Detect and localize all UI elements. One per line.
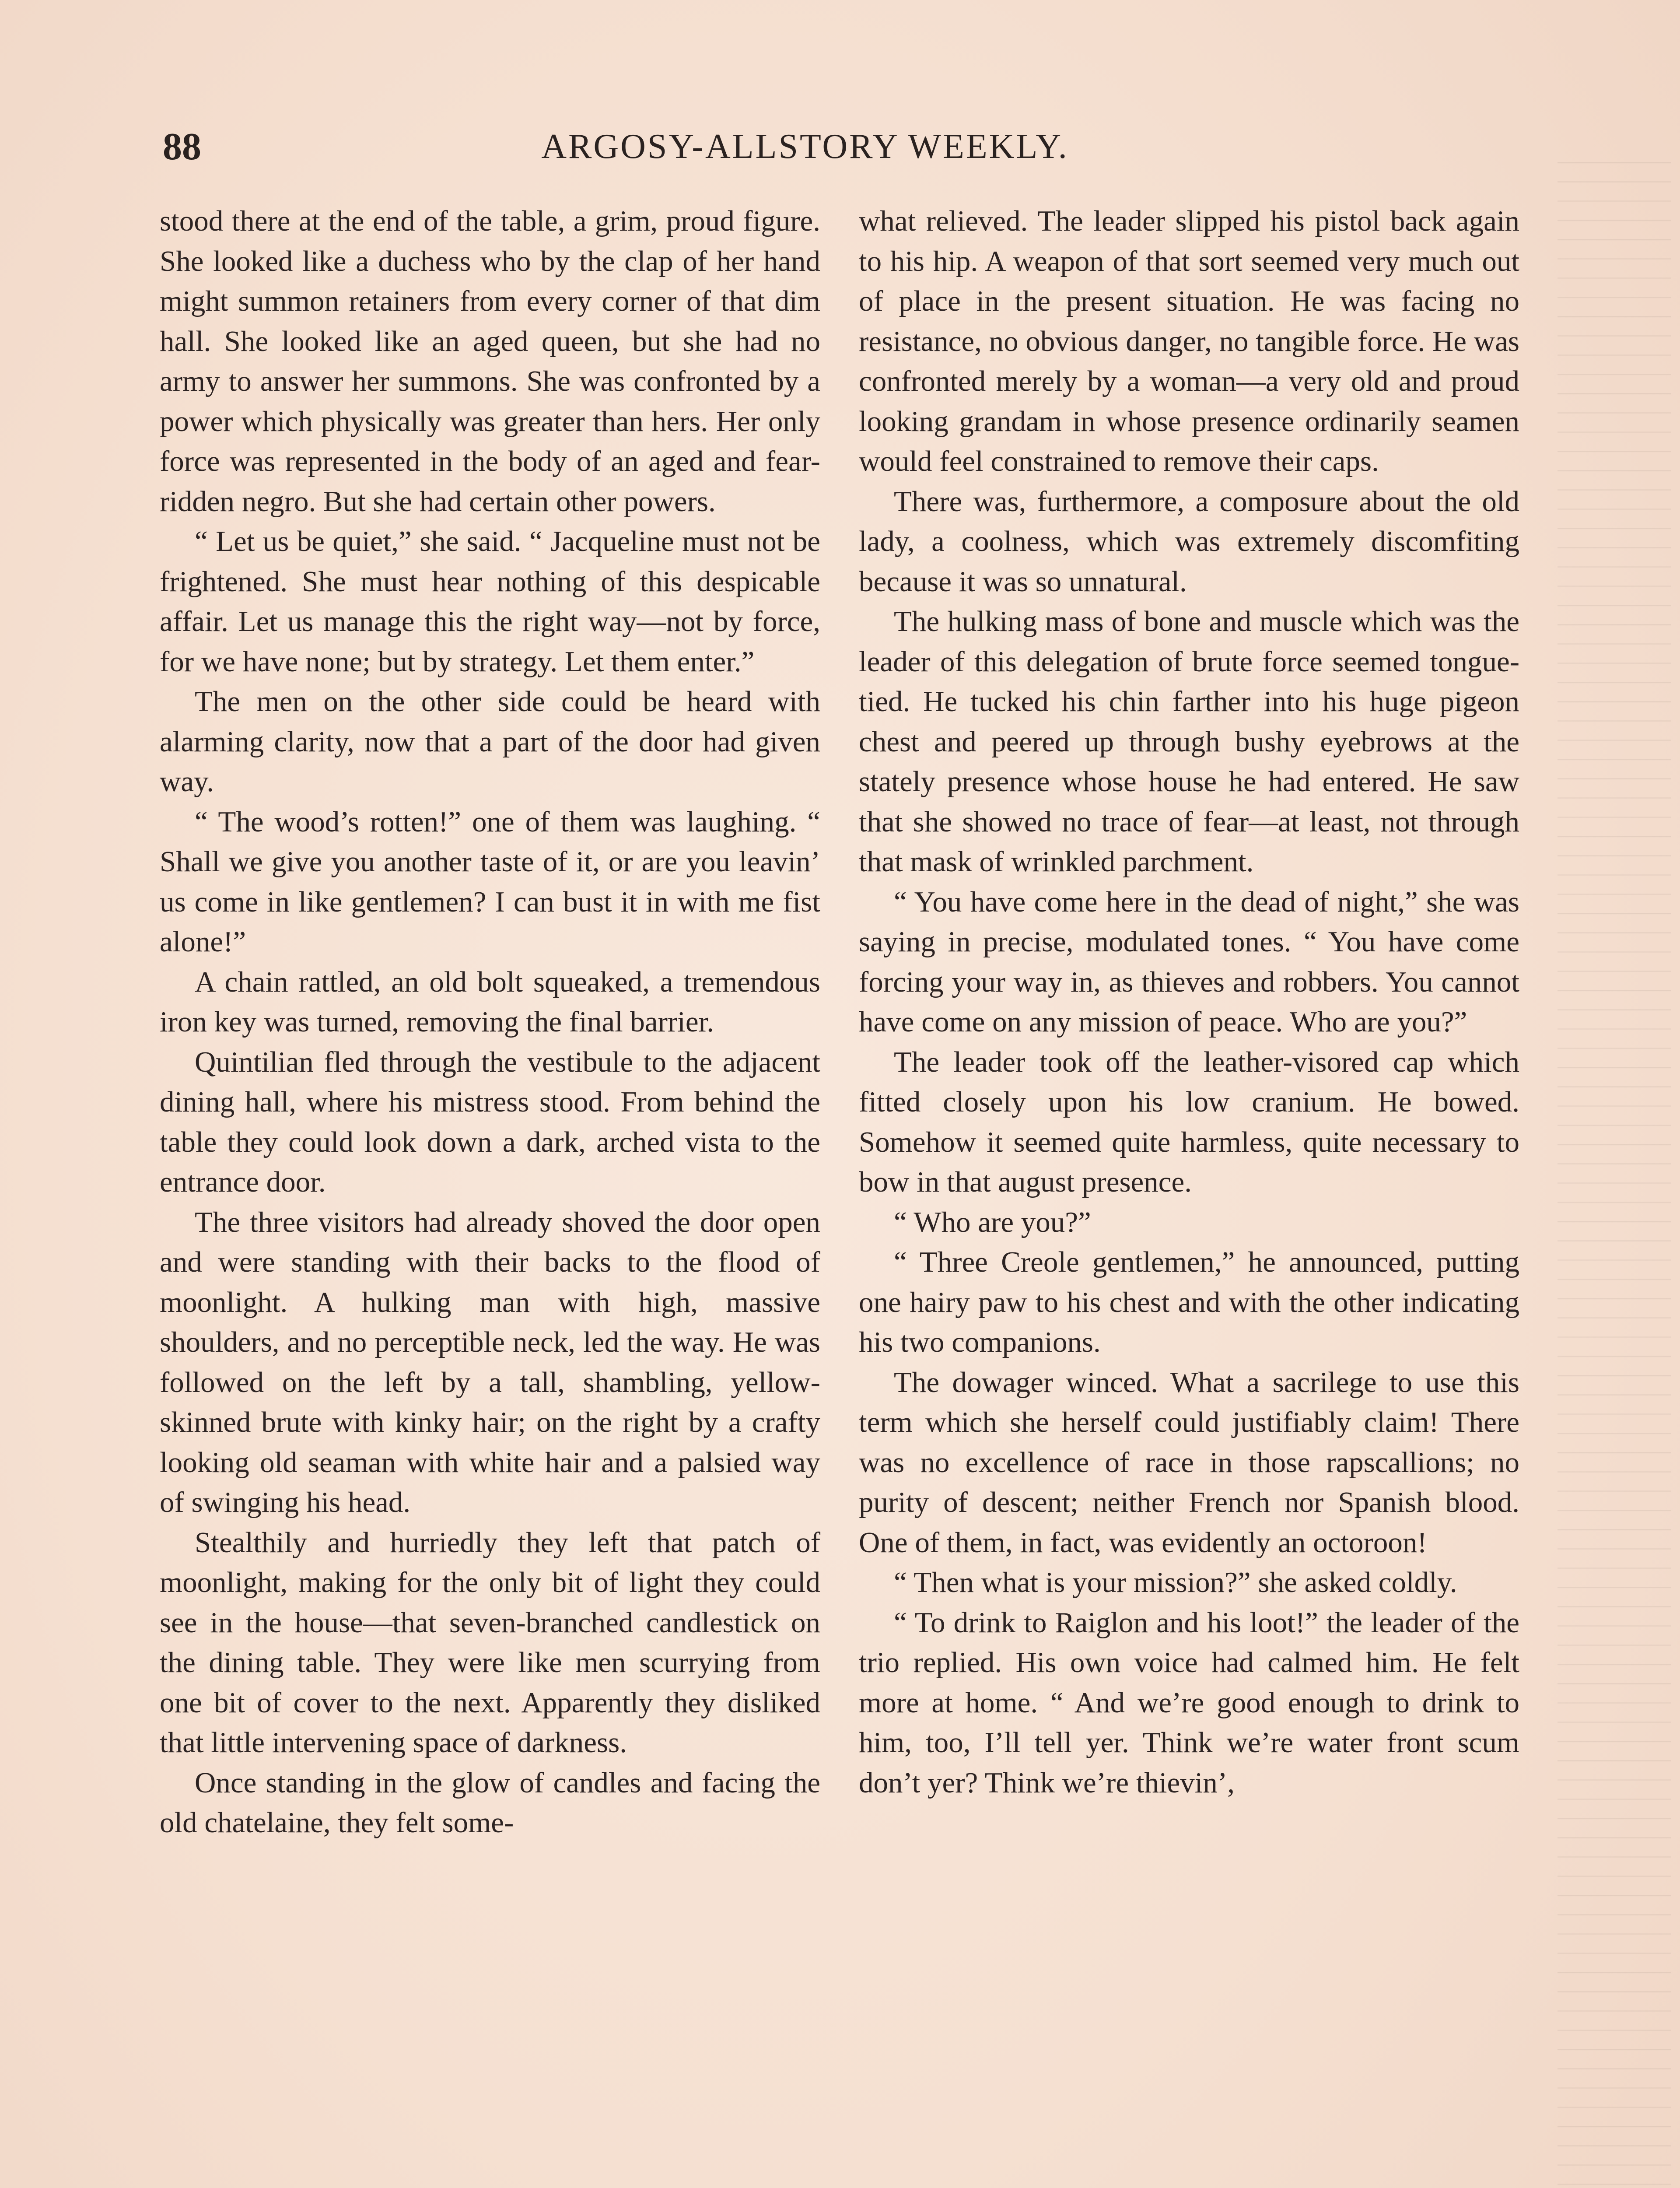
paragraph: There was, furthermore, a composure about the old lady, a coolness, which was extremely discomfiting because it was so unnatural. [859,485,1519,598]
paragraph: “ To drink to Raiglon and his loot!” the leader of the trio replied. His own voice had calmed him. He felt more at home. “ And we’re good enough to drink to him, too, I’ll tell yer. Think we’re water front scum don’t yer? Think we’re thievin’, [859,1606,1519,1799]
paragraph: Quintilian fled through the vestibule to the adjacent dining hall, where his mistress stood. From behind the table they could look down a dark, arched vista to the entrance door. [160,1045,820,1198]
paragraph: “ The wood’s rotten!” one of them was laughing. “ Shall we give you another taste of it, or are you leavin’ us come in like gentlemen? I can bust it in with me fist alone!” [160,805,820,958]
paragraph: The three visitors had already shoved the door open and were standing with their backs to the flood of moonlight. A hulking man with high, massive shoulders, and no perceptible neck, led the way. He was followed on the left by a tall, shambling, yellow-skinned brute with kinky hair; on the right by a crafty looking old seaman with white hair and a palsied way of swinging his head. [160,1206,820,1518]
paragraph: The dowager winced. What a sacrilege to use this term which she herself could justifiably claim! There was no excellence of race in those rapscallions; no purity of descent; neither French nor Spanish blood. One of them, in fact, was evidently an octoroon! [859,1366,1519,1559]
paragraph: The hulking mass of bone and muscle which was the leader of this delegation of brute force seemed tongue-tied. He tucked his chin farther into his huge pigeon chest and peered up through bushy eyebrows at the stately presence whose house he had entered. He saw that she showed no trace of fear—at least, not through that mask of wrinkled parchment. [859,605,1519,878]
left-column [160,201,820,1843]
paragraph: “ You have come here in the dead of night,” she was saying in precise, modulated tones. “ You have come forcing your way in, as thieves and robbers. You cannot have come on any mission of peace. Who are you?” [859,885,1519,1038]
paragraph: A chain rattled, an old bolt squeaked, a tremendous iron key was turned, removing the final barrier. [160,965,820,1038]
paragraph: The men on the other side could be heard with alarming clarity, now that a part of the door had given way. [160,685,820,798]
paragraph: Stealthily and hurriedly they left that patch of moonlight, making for the only bit of light they could see in the house—that seven-branched candlestick on the dining table. They were like men scurrying from one bit of cover to the next. Apparently they disliked that little intervening space of darkness. [160,1526,820,1759]
paragraph: Once standing in the glow of candles and facing the old chatelaine, they felt some- [160,1766,820,1839]
page-edge-shadow [1558,144,1671,2188]
paragraph: “ Then what is your mission?” she asked coldly. [894,1566,1457,1599]
right-column [859,201,1519,1803]
paragraph: “ Let us be quiet,” she said. “ Jacqueline must not be frightened. She must hear nothing of this despicable affair. Let us manage this the right way—not by force, for we have none; but by strategy. Let them enter.” [160,525,820,678]
paragraph: stood there at the end of the table, a grim, proud figure. She looked like a duchess who by the clap of her hand might summon retainers from every corner of that dim hall. She looked like an aged queen, but she had no army to answer her summons. She was confronted by a power which physically was greater than hers. Her only force was represented in the body of an aged and fear-ridden negro. But she had certain other powers. [160,205,820,518]
paragraph: what relieved. The leader slipped his pistol back again to his hip. A weapon of that sort seemed very much out of place in the present situation. He was facing no resistance, no obvious danger, no tangible force. He was confronted merely by a woman—a very old and proud looking grandam in whose presence ordinarily seamen would feel constrained to remove their caps. [859,205,1519,477]
page-number: 88 [163,126,201,168]
running-header: ARGOSY-ALLSTORY WEEKLY. [541,127,1069,166]
paragraph: “ Three Creole gentlemen,” he announced, putting one hairy paw to his chest and with the other indicating his two companions. [859,1246,1519,1358]
paragraph: The leader took off the leather-visored cap which fitted closely upon his low cranium. He bowed. Somehow it seemed quite harmless, quite necessary to bow in that august presence. [859,1045,1519,1198]
paragraph: “ Who are you?” [894,1206,1091,1238]
